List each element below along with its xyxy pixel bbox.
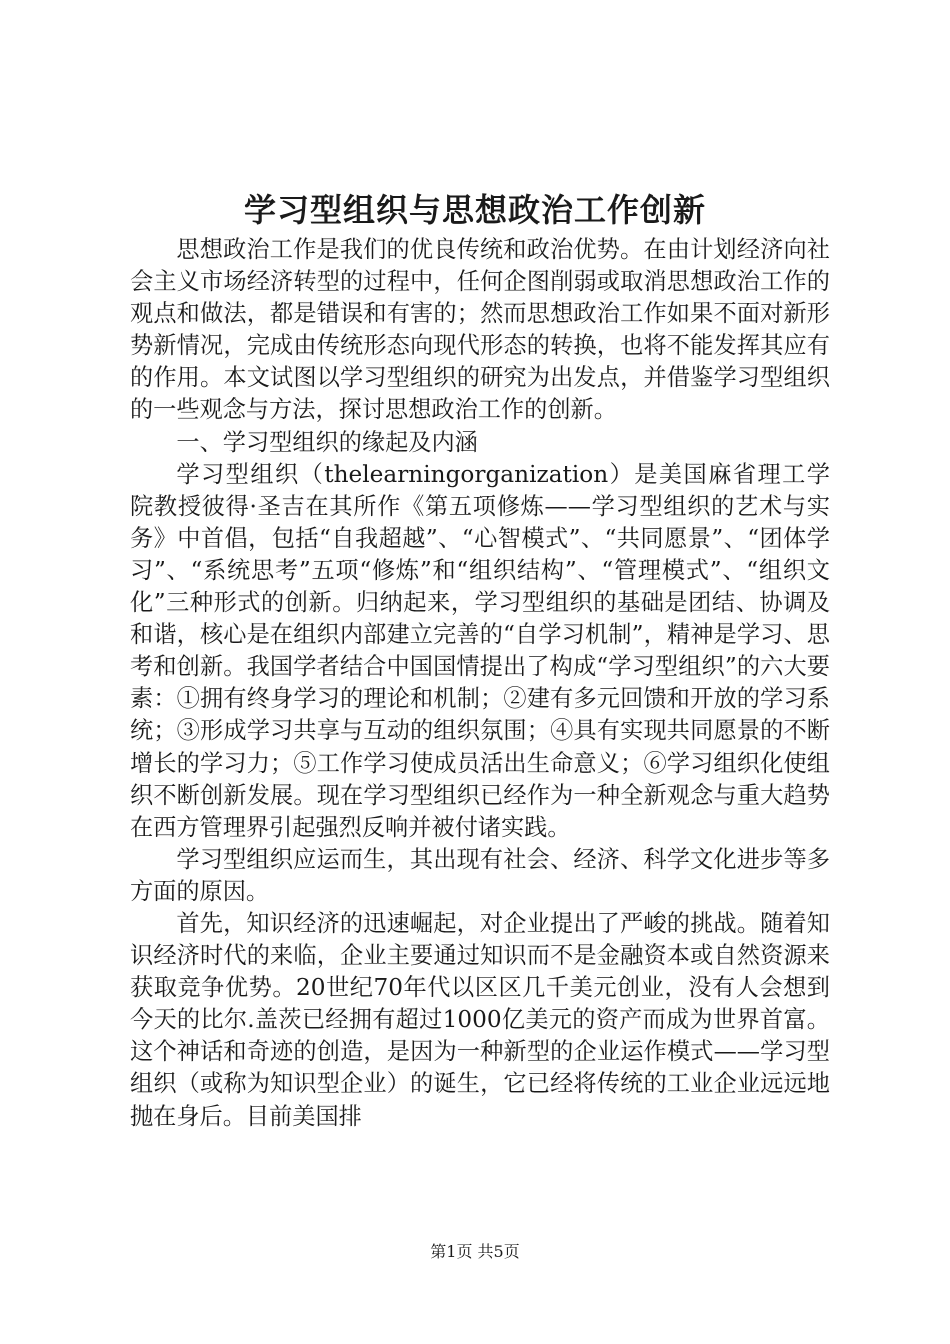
paragraph-definition: 学习型组织（thelearningorganization）是美国麻省理工学院教授彼得·圣吉在其所作《第五项修炼——学习型组织的艺术与实务》中首倡，包括“自我超越”、“心智模式”、“共同愿景”、“团体学习”、“系统思考”五项“修炼”和“组织结构”、“管理模式”、“组织文化”三种形式的创新。归纳起来，学习型组织的基础是团结、协调及和谐，核心是在组织内部建立完善的“自学习机制”，精神是学习、思考和创新。我国学者结合中国国情提出了构成“学习型组织”的六大要素：①拥有终身学习的理论和机制；②建有多元回馈和开放的学习系统；③形成学习共享与互动的组织氛围；④具有实现共同愿景的不断增长的学习力；⑤工作学习使成员活出生命意义；⑥学习组织化使组织不断创新发展。现在学习型组织已经作为一种全新观念与重大趋势在西方管理界引起强烈反响并被付诸实践。 <box>130 460 830 841</box>
document-body <box>130 234 830 1133</box>
paragraph-intro: 思想政治工作是我们的优良传统和政治优势。在由计划经济向社会主义市场经济转型的过程中，任何企图削弱或取消思想政治工作的观点和做法，都是错误和有害的；然而思想政治工作如果不面对新形势新情况，完成由传统形态向现代形态的转换，也将不能发挥其应有的作用。本文试图以学习型组织的研究为出发点，并借鉴学习型组织的一些观念与方法，探讨思想政治工作的创新。 <box>130 236 830 424</box>
paragraph-origin: 学习型组织应运而生，其出现有社会、经济、科学文化进步等多方面的原因。 <box>130 845 830 905</box>
page-footer: 第1页 共5页 <box>430 1242 520 1261</box>
document-title: 学习型组织与思想政治工作创新 <box>243 191 706 229</box>
section-heading-1: 一、学习型组织的缘起及内涵 <box>176 428 478 456</box>
paragraph-knowledge-economy: 首先，知识经济的迅速崛起，对企业提出了严峻的挑战。随着知识经济时代的来临，企业主要通过知识而不是金融资本或自然资源来获取竞争优势。20世纪70年代以区区几千美元创业，没有人会想到今天的比尔.盖茨已经拥有超过1000亿美元的资产而成为世界首富。这个神话和奇迹的创造，是因为一种新型的企业运作模式——学习型组织（或称为知识型企业）的诞生，它已经将传统的工业企业远远地抛在身后。目前美国排 <box>130 909 830 1130</box>
